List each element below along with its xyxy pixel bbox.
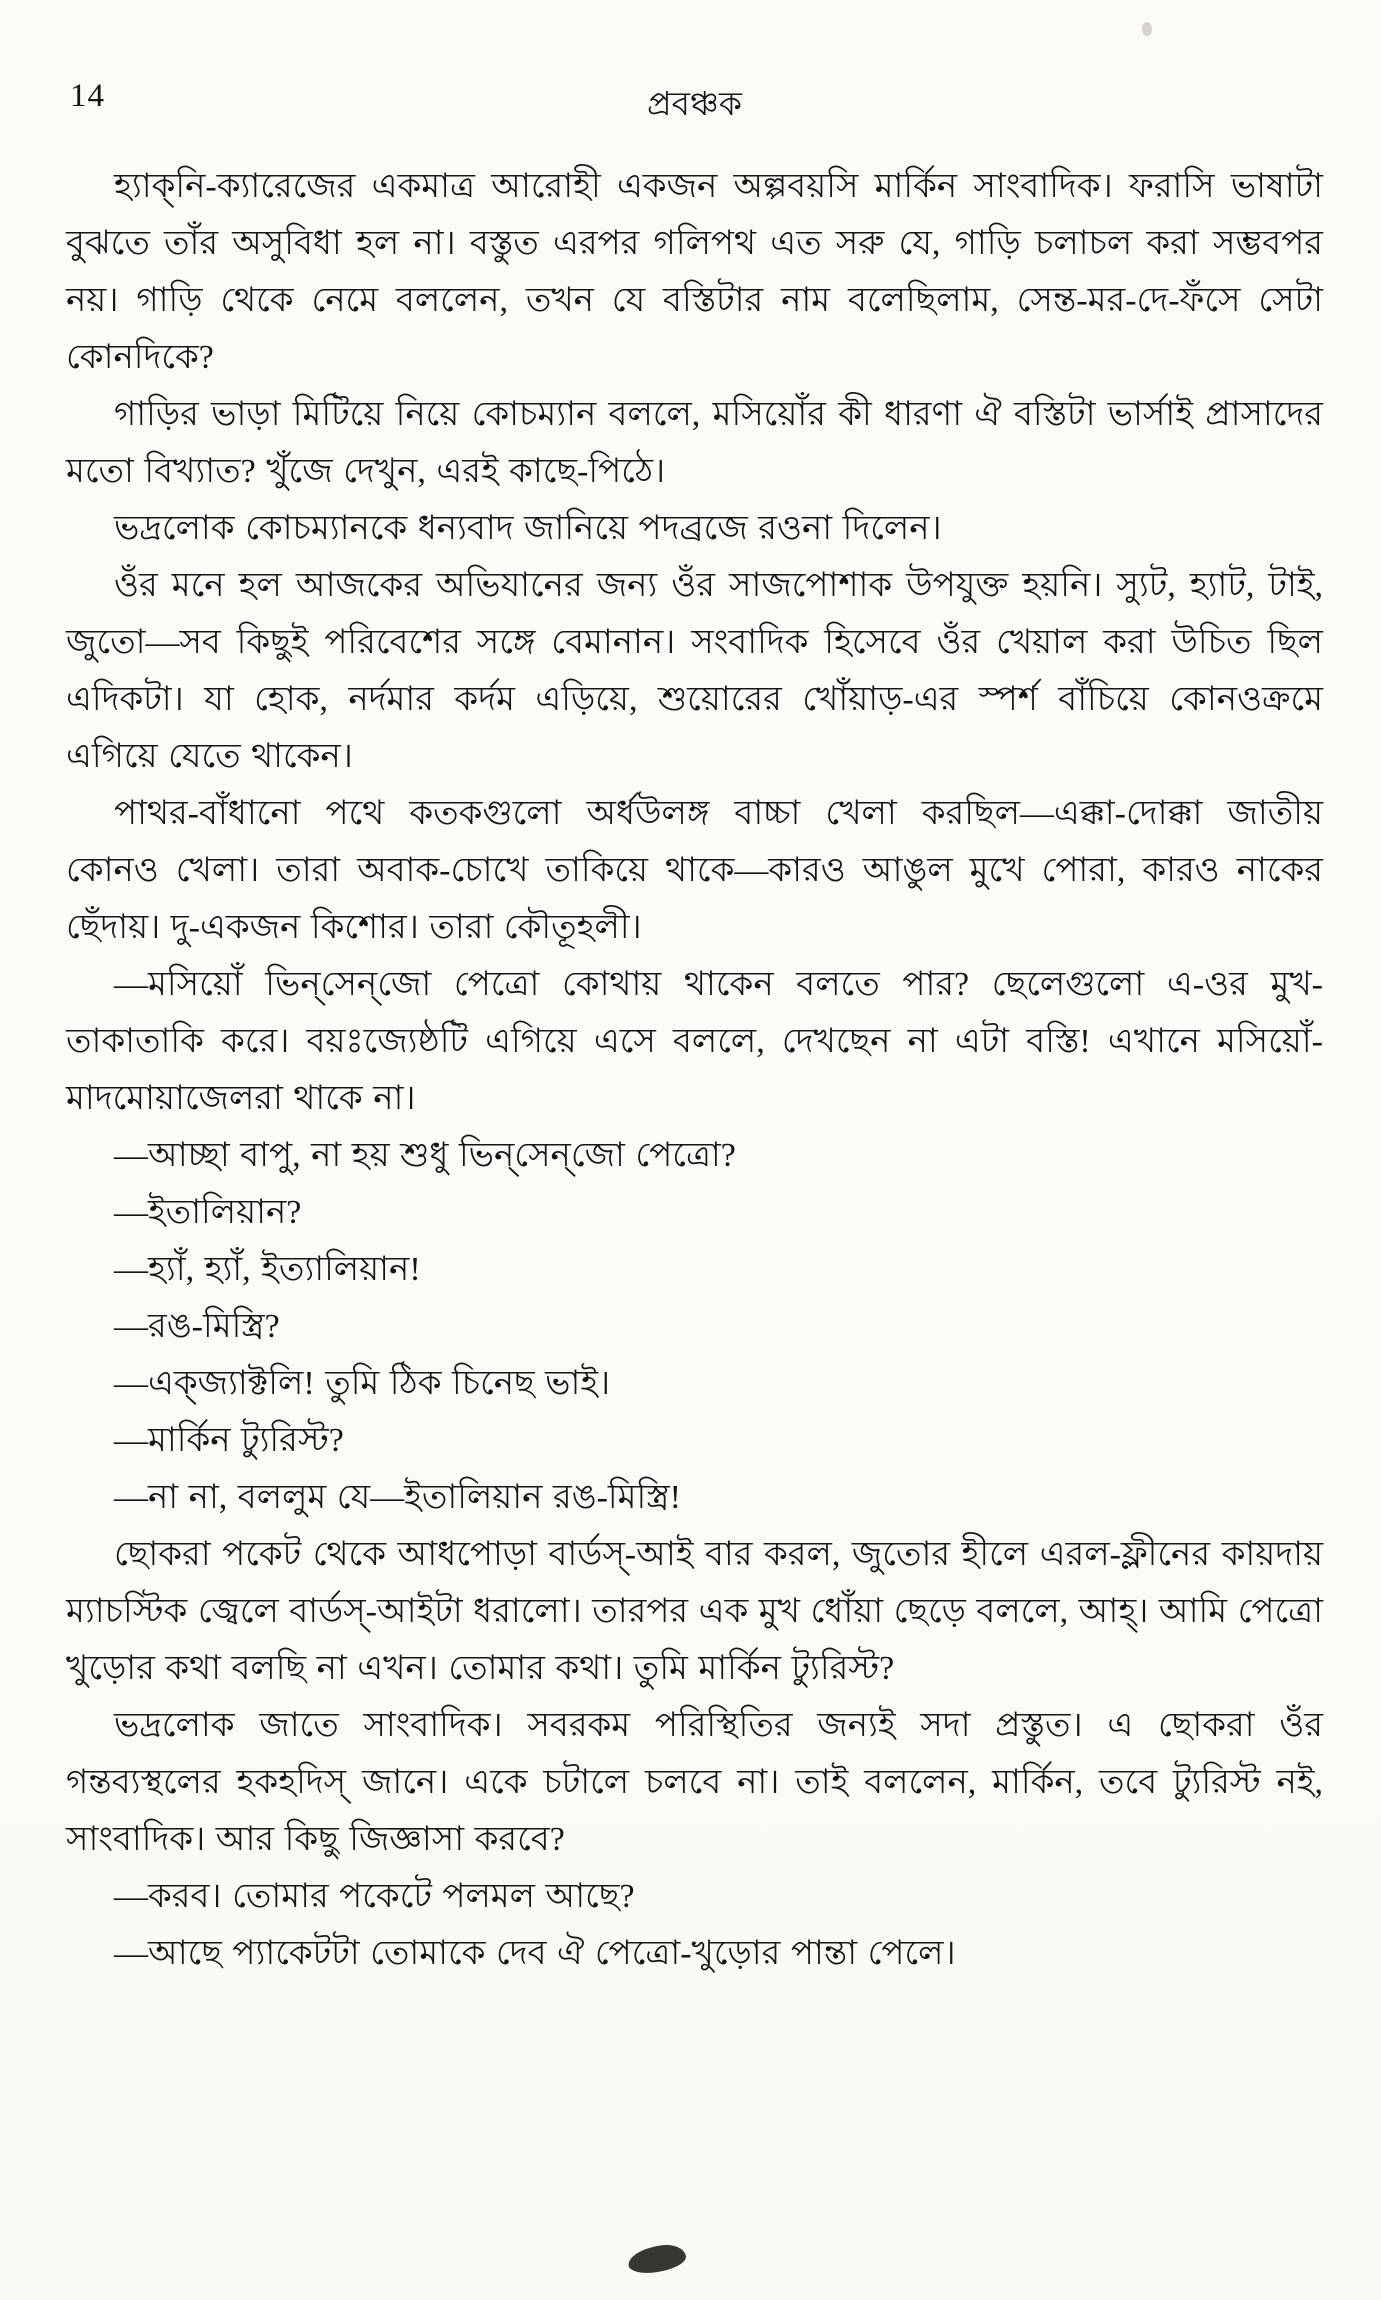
paragraph: ভদ্রলোক কোচম্যানকে ধন্যবাদ জানিয়ে পদব্রজে রওনা দিলেন।	[114, 510, 942, 547]
paragraph: ভদ্রলোক জাতে সাংবাদিক। সবরকম পরিস্থিতির জন্যই সদা প্রস্তুত। এ ছোকরা ওঁর গন্তব্যস্থলের হকহদিস্‌ জানে। একে চটালে চলবে না। তাই বললেন, মার্কিন, তবে ট্যুরিস্ট নই, সাংবাদিক। আর কিছু জিজ্ঞাসা করবে?	[66, 1707, 1323, 1858]
page-number: 14	[70, 78, 105, 114]
paragraph: গাড়ির ভাড়া মিটিয়ে নিয়ে কোচম্যান বললে, মসিয়োঁর কী ধারণা ঐ বস্তিটা ভার্সাই প্রাসাদের মতো বিখ্যাত? খুঁজে দেখুন, এরই কাছে-পিঠে।	[66, 396, 1323, 490]
paragraph: হ্যাক্‌নি-ক্যারেজের একমাত্র আরোহী একজন অল্পবয়সি মার্কিন সাংবাদিক। ফরাসি ভাষাটা বুঝতে তাঁর অসুবিধা হল না। বস্তুত এরপর গলিপথ এত সরু যে, গাড়ি চলাচল করা সম্ভবপর নয়। গাড়ি থেকে নেমে বললেন, তখন যে বস্তিটার নাম বলেছিলাম, সেন্ত-মর-দে-ফঁসে সেটা কোনদিকে?	[66, 168, 1323, 376]
scan-speck-artifact	[1142, 22, 1152, 36]
paragraph-dialogue: —না না, বললুম যে—ইতালিয়ান রঙ-মিস্ত্রি!	[114, 1479, 681, 1516]
paragraph-dialogue: —হ্যাঁ, হ্যাঁ, ইত্যালিয়ান!	[114, 1251, 421, 1288]
body-text	[66, 158, 1323, 1982]
paragraph-dialogue: —মসিয়োঁ ভিন্‌সেন্‌জো পেত্রো কোথায় থাকেন বলতে পার? ছেলেগুলো এ-ওর মুখ-তাকাতাকি করে। বয়ঃজ্যেষ্ঠটি এগিয়ে এসে বললে, দেখছেন না এটা বস্তি! এখানে মসিয়োঁ-মাদমোয়াজেলরা থাকে না।	[66, 966, 1323, 1117]
paragraph-dialogue: —আছে প্যাকেটটা তোমাকে দেব ঐ পেত্রো-খুড়োর পান্তা পেলে।	[114, 1935, 956, 1972]
paragraph-dialogue: —রঙ-মিস্ত্রি?	[114, 1308, 280, 1345]
running-header-title: প্রবঞ্চক	[647, 87, 742, 123]
paragraph-dialogue: —করব। তোমার পকেটে পলমল আছে?	[114, 1878, 635, 1915]
paragraph-dialogue: —এক্‌জ্যাক্টলি! তুমি ঠিক চিনেছ ভাই।	[114, 1365, 611, 1402]
page-content	[66, 78, 1323, 1982]
paragraph: ওঁর মনে হল আজকের অভিযানের জন্য ওঁর সাজপোশাক উপযুক্ত হয়নি। স্যুট, হ্যাট, টাই, জুতো—সব কিছুই পরিবেশের সঙ্গে বেমানান। সংবাদিক হিসেবে ওঁর খেয়াল করা উচিত ছিল এদিকটা। যা হোক, নর্দমার কর্দম এড়িয়ে, শুয়োরের খোঁয়াড়-এর স্পর্শ বাঁচিয়ে কোনওক্রমে এগিয়ে যেতে থাকেন।	[66, 567, 1323, 775]
paragraph: পাথর-বাঁধানো পথে কতকগুলো অর্ধউলঙ্গ বাচ্চা খেলা করছিল—এক্কা-দোক্কা জাতীয় কোনও খেলা। তারা অবাক-চোখে তাকিয়ে থাকে—কারও আঙুল মুখে পোরা, কারও নাকের ছেঁদায়। দু-একজন কিশোর। তারা কৌতূহলী।	[66, 795, 1323, 946]
running-header	[66, 78, 1323, 128]
paragraph-dialogue: —মার্কিন ট্যুরিস্ট?	[114, 1422, 344, 1459]
paragraph: ছোকরা পকেট থেকে আধপোড়া বার্ডস্‌-আই বার করল, জুতোর হীলে এরল-ফ্লীনের কায়দায় ম্যাচস্টিক জ্বেলে বার্ডস্‌-আইটা ধরালো। তারপর এক মুখ ধোঁয়া ছেড়ে বললে, আহ্‌। আমি পেত্রো খুড়োর কথা বলছি না এখন। তোমার কথা। তুমি মার্কিন ট্যুরিস্ট?	[66, 1536, 1323, 1687]
paragraph-dialogue: —আচ্ছা বাপু, না হয় শুধু ভিন্‌সেন্‌জো পেত্রো?	[114, 1137, 736, 1174]
paragraph-dialogue: —ইতালিয়ান?	[114, 1194, 302, 1231]
scan-ink-blot-artifact	[626, 2242, 687, 2276]
